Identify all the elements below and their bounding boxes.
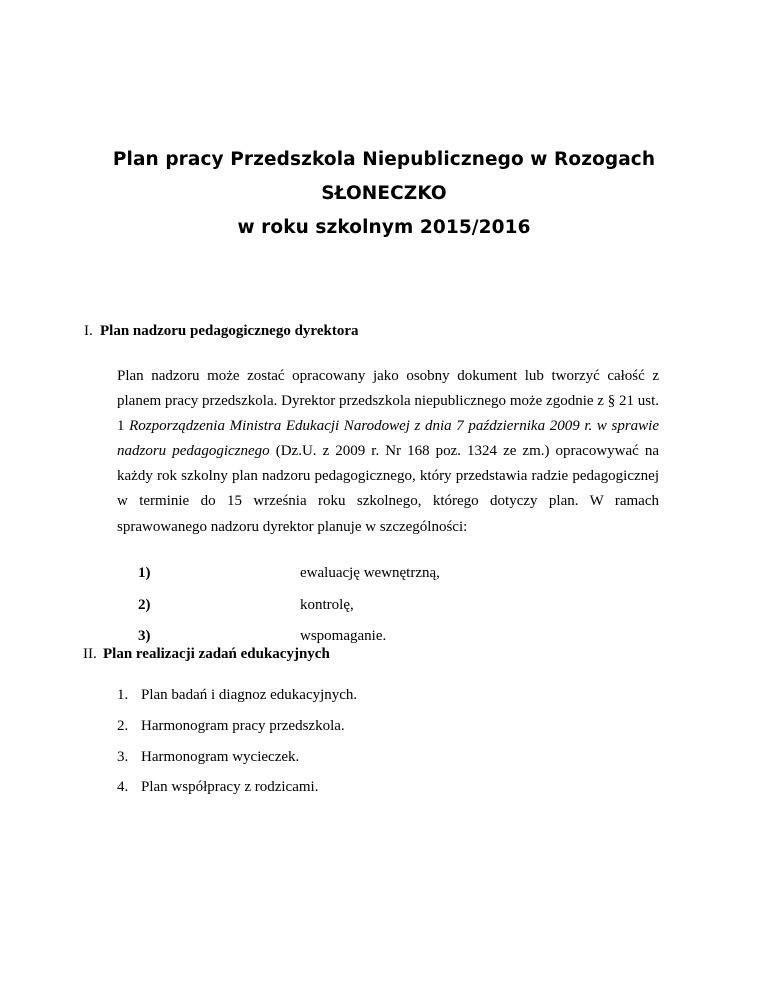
regulation-citation: Rozporządzenia Ministra Edukacji Narodowej z dnia 7 października 2009 r. w sprawie nadzoru pedagogicznego bbox=[117, 418, 659, 460]
list-item-text: Harmonogram wycieczek. bbox=[141, 749, 300, 765]
list-item-index: 2. bbox=[117, 718, 129, 734]
list-item-text: Harmonogram pracy przedszkola. bbox=[141, 718, 345, 734]
list-item-text: wspomaganie. bbox=[300, 628, 387, 644]
document-title: Plan pracy Przedszkola Niepublicznego w Rozogach bbox=[112, 149, 656, 170]
list-item-index: 3. bbox=[117, 749, 129, 765]
paragraph-text-1: Plan nadzoru może zostać opracowany jako osobny dokument lub tworzyć całość z planem pracy przedszkola. Dyrektor przedszkola niepublicznego może zgodnie z § 21 ust. 1 bbox=[117, 368, 659, 435]
list-item-index: 2) bbox=[138, 597, 151, 613]
list-item bbox=[117, 718, 345, 735]
list-item-text: kontrolę, bbox=[300, 597, 354, 613]
section-1-title: Plan nadzoru pedagogicznego dyrektora bbox=[100, 323, 359, 339]
section-2-number: II. bbox=[83, 646, 97, 662]
section-2-title: Plan realizacji zadań edukacyjnych bbox=[103, 646, 330, 662]
list-item-index: 4. bbox=[117, 779, 129, 795]
section-2-heading bbox=[83, 646, 330, 663]
list-item bbox=[117, 779, 318, 796]
list-item-index: 1) bbox=[138, 565, 151, 581]
list-item-index: 3) bbox=[138, 628, 151, 644]
list-item bbox=[117, 687, 357, 704]
list-item-text: Plan badań i diagnoz edukacyjnych. bbox=[141, 687, 358, 703]
section-1-number: I. bbox=[84, 323, 93, 339]
list-item-index: 1. bbox=[117, 687, 129, 703]
document-subtitle-year: w roku szkolnym 2015/2016 bbox=[237, 217, 531, 238]
list-item-text: Plan współpracy z rodzicami. bbox=[141, 779, 319, 795]
paragraph-text-2: (Dz.U. z 2009 r. Nr 168 poz. 1324 ze zm.) opracowywać na każdy rok szkolny plan nadzoru pedagogicznego, który przedstawia radzie pedagogicznej w terminie do 15 września roku szkolnego, którego dotyczy plan. W ramach sprawowanego nadzoru dyrektor planuje w szczególności: bbox=[117, 443, 659, 535]
document-subtitle-name: SŁONECZKO bbox=[321, 183, 447, 204]
list-item bbox=[117, 749, 299, 766]
section-1-heading bbox=[84, 323, 358, 340]
section-1-paragraph bbox=[117, 364, 659, 540]
list-item-text: ewaluację wewnętrzną, bbox=[300, 565, 440, 581]
